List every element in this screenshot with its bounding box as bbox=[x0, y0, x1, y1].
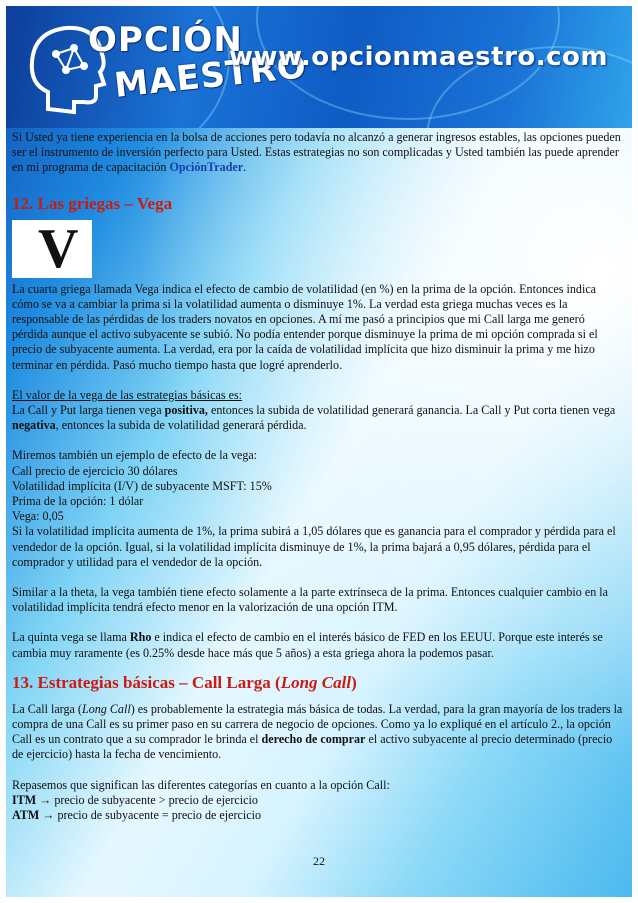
title-italic: Long Call bbox=[280, 672, 352, 692]
bold-derecho-de-comprar: derecho de comprar bbox=[261, 732, 366, 747]
vega-values-paragraph bbox=[12, 403, 624, 433]
example-line: Volatilidad implícita (I/V) de subyacente MSFT: 15% bbox=[12, 478, 272, 493]
itm-text: → precio de subyacente > precio de ejercicio bbox=[36, 792, 258, 807]
text: el activo subyacente al precio determinado (precio de ejercicio) hasta la fecha de vencimiento. bbox=[12, 732, 613, 762]
site-url[interactable]: www.opcionmaestro.com bbox=[228, 42, 608, 72]
section-12-title: 12. Las griegas – Vega bbox=[12, 193, 173, 213]
example-line: Vega: 0,05 bbox=[12, 509, 64, 524]
intro-text: Si Usted ya tiene experiencia en la bolsa de acciones pero todavía no alcanzó a generar ingresos estables, las opciones pueden ser el instrumento de inversión perfecto para Usted. Estas estrategias no son complicadas y Usted también las puede aprender en mi programa de capacitación bbox=[12, 130, 621, 175]
text: e indica el efecto de cambio en el interés básico de FED en los EEUU. Porque este interés se cambia muy raramente (es 0.25% desde hace más que 5 años) a esta griega ahora la podemos pasar. bbox=[12, 630, 603, 660]
opciontrader-link[interactable]: OpciónTrader bbox=[169, 160, 244, 175]
title-part: ) bbox=[351, 672, 357, 692]
example-paragraph: Si la volatilidad implícita aumenta de 1%, la prima subirá a 1,05 dólares que es ganancia para el comprador y pérdida para el vendedor de la opción. Igual, si la volatilidad implícita disminuye de 1%, la prima bajará a 0,95 dólares, pérdida para el comprador y utilidad para el vendedor de la opción. bbox=[12, 524, 616, 569]
intro-paragraph bbox=[12, 130, 624, 176]
atm-text: → precio de subyacente = precio de ejercicio bbox=[39, 808, 262, 823]
page-number: 22 bbox=[313, 854, 325, 868]
text: entonces la subida de volatilidad generará ganancia. La Call y Put corta tienen vega bbox=[207, 403, 616, 418]
intro-end: . bbox=[243, 160, 247, 175]
example-line: Call precio de ejercicio 30 dólares bbox=[12, 463, 178, 478]
logo-text-maestro: MAESTRO bbox=[112, 46, 309, 106]
bold-negativa: negativa bbox=[12, 418, 56, 433]
itm-line bbox=[12, 793, 624, 808]
text: La Call y Put larga tienen vega bbox=[12, 403, 165, 418]
text: La Call larga ( bbox=[12, 701, 82, 716]
bold-positiva: positiva, bbox=[164, 403, 208, 418]
itm-label: ITM bbox=[12, 792, 37, 807]
vega-paragraph-3: Similar a la theta, la vega también tiene efecto solamente a la parte extrínseca de la prima. Entonces cualquier cambio en la volatilidad implícita tendrá efecto menor en la valorización de una opción ITM. bbox=[12, 585, 609, 615]
page bbox=[6, 6, 632, 897]
text: La quinta vega se llama bbox=[12, 630, 130, 645]
vega-values-heading: El valor de la vega de las estrategias básicas es: bbox=[12, 387, 243, 402]
vega-paragraph-1: La cuarta griega llamada Vega indica el efecto de cambio de volatilidad (en %) en la prima de la opción. Entonces indica cómo se va a cambiar la prima si la volatilidad aumenta o disminuye 1%. La verdad esta griega muchas veces es la responsable de las pérdidas de los traders novatos en opciones. A mí me pasó a principios que mi Call larga me generó pérdida aunque el activo subyacente se subió. No podía entender porque disminuye la prima de mi opción comprada si el precio de subyacente aumenta. La verdad, era por la caída de volatilidad implícita que hizo disminuir la prima y me hizo terminar en pérdida. Pasó mucho tiempo hasta que logré aprenderlo. bbox=[12, 281, 598, 372]
document-body bbox=[12, 130, 624, 823]
vega-symbol: V bbox=[38, 217, 79, 280]
rho-paragraph bbox=[12, 630, 624, 660]
logo-text-opcion: OPCIÓN bbox=[88, 20, 243, 60]
example-line: Prima de la opción: 1 dólar bbox=[12, 494, 144, 509]
bold-rho: Rho bbox=[129, 630, 152, 645]
atm-line bbox=[12, 808, 624, 823]
categories-intro: Repasemos que significan las diferentes categorías en cuanto a la opción Call: bbox=[12, 777, 390, 792]
italic-long-call: Long Call bbox=[81, 701, 131, 716]
text: , entonces la subida de volatilidad generará pérdida. bbox=[55, 418, 307, 433]
title-part: 13. Estrategias básicas – Call Larga ( bbox=[12, 672, 281, 692]
text: ) es probablemente la estrategia más básica de todas. La verdad, para la gran mayoría de los traders la compra de una Call es su primer paso en su carrera de negocio de opciones. Como ya lo expliqué en el artículo 2., la opción Call es un contrato que a su comprador le brinda el bbox=[12, 701, 623, 747]
header-banner bbox=[6, 6, 632, 128]
section-13-title bbox=[12, 673, 624, 693]
vega-symbol-box bbox=[12, 217, 92, 280]
example-line: Miremos también un ejemplo de efecto de la vega: bbox=[12, 448, 258, 463]
call-larga-paragraph bbox=[12, 702, 624, 763]
atm-label: ATM bbox=[12, 808, 40, 823]
